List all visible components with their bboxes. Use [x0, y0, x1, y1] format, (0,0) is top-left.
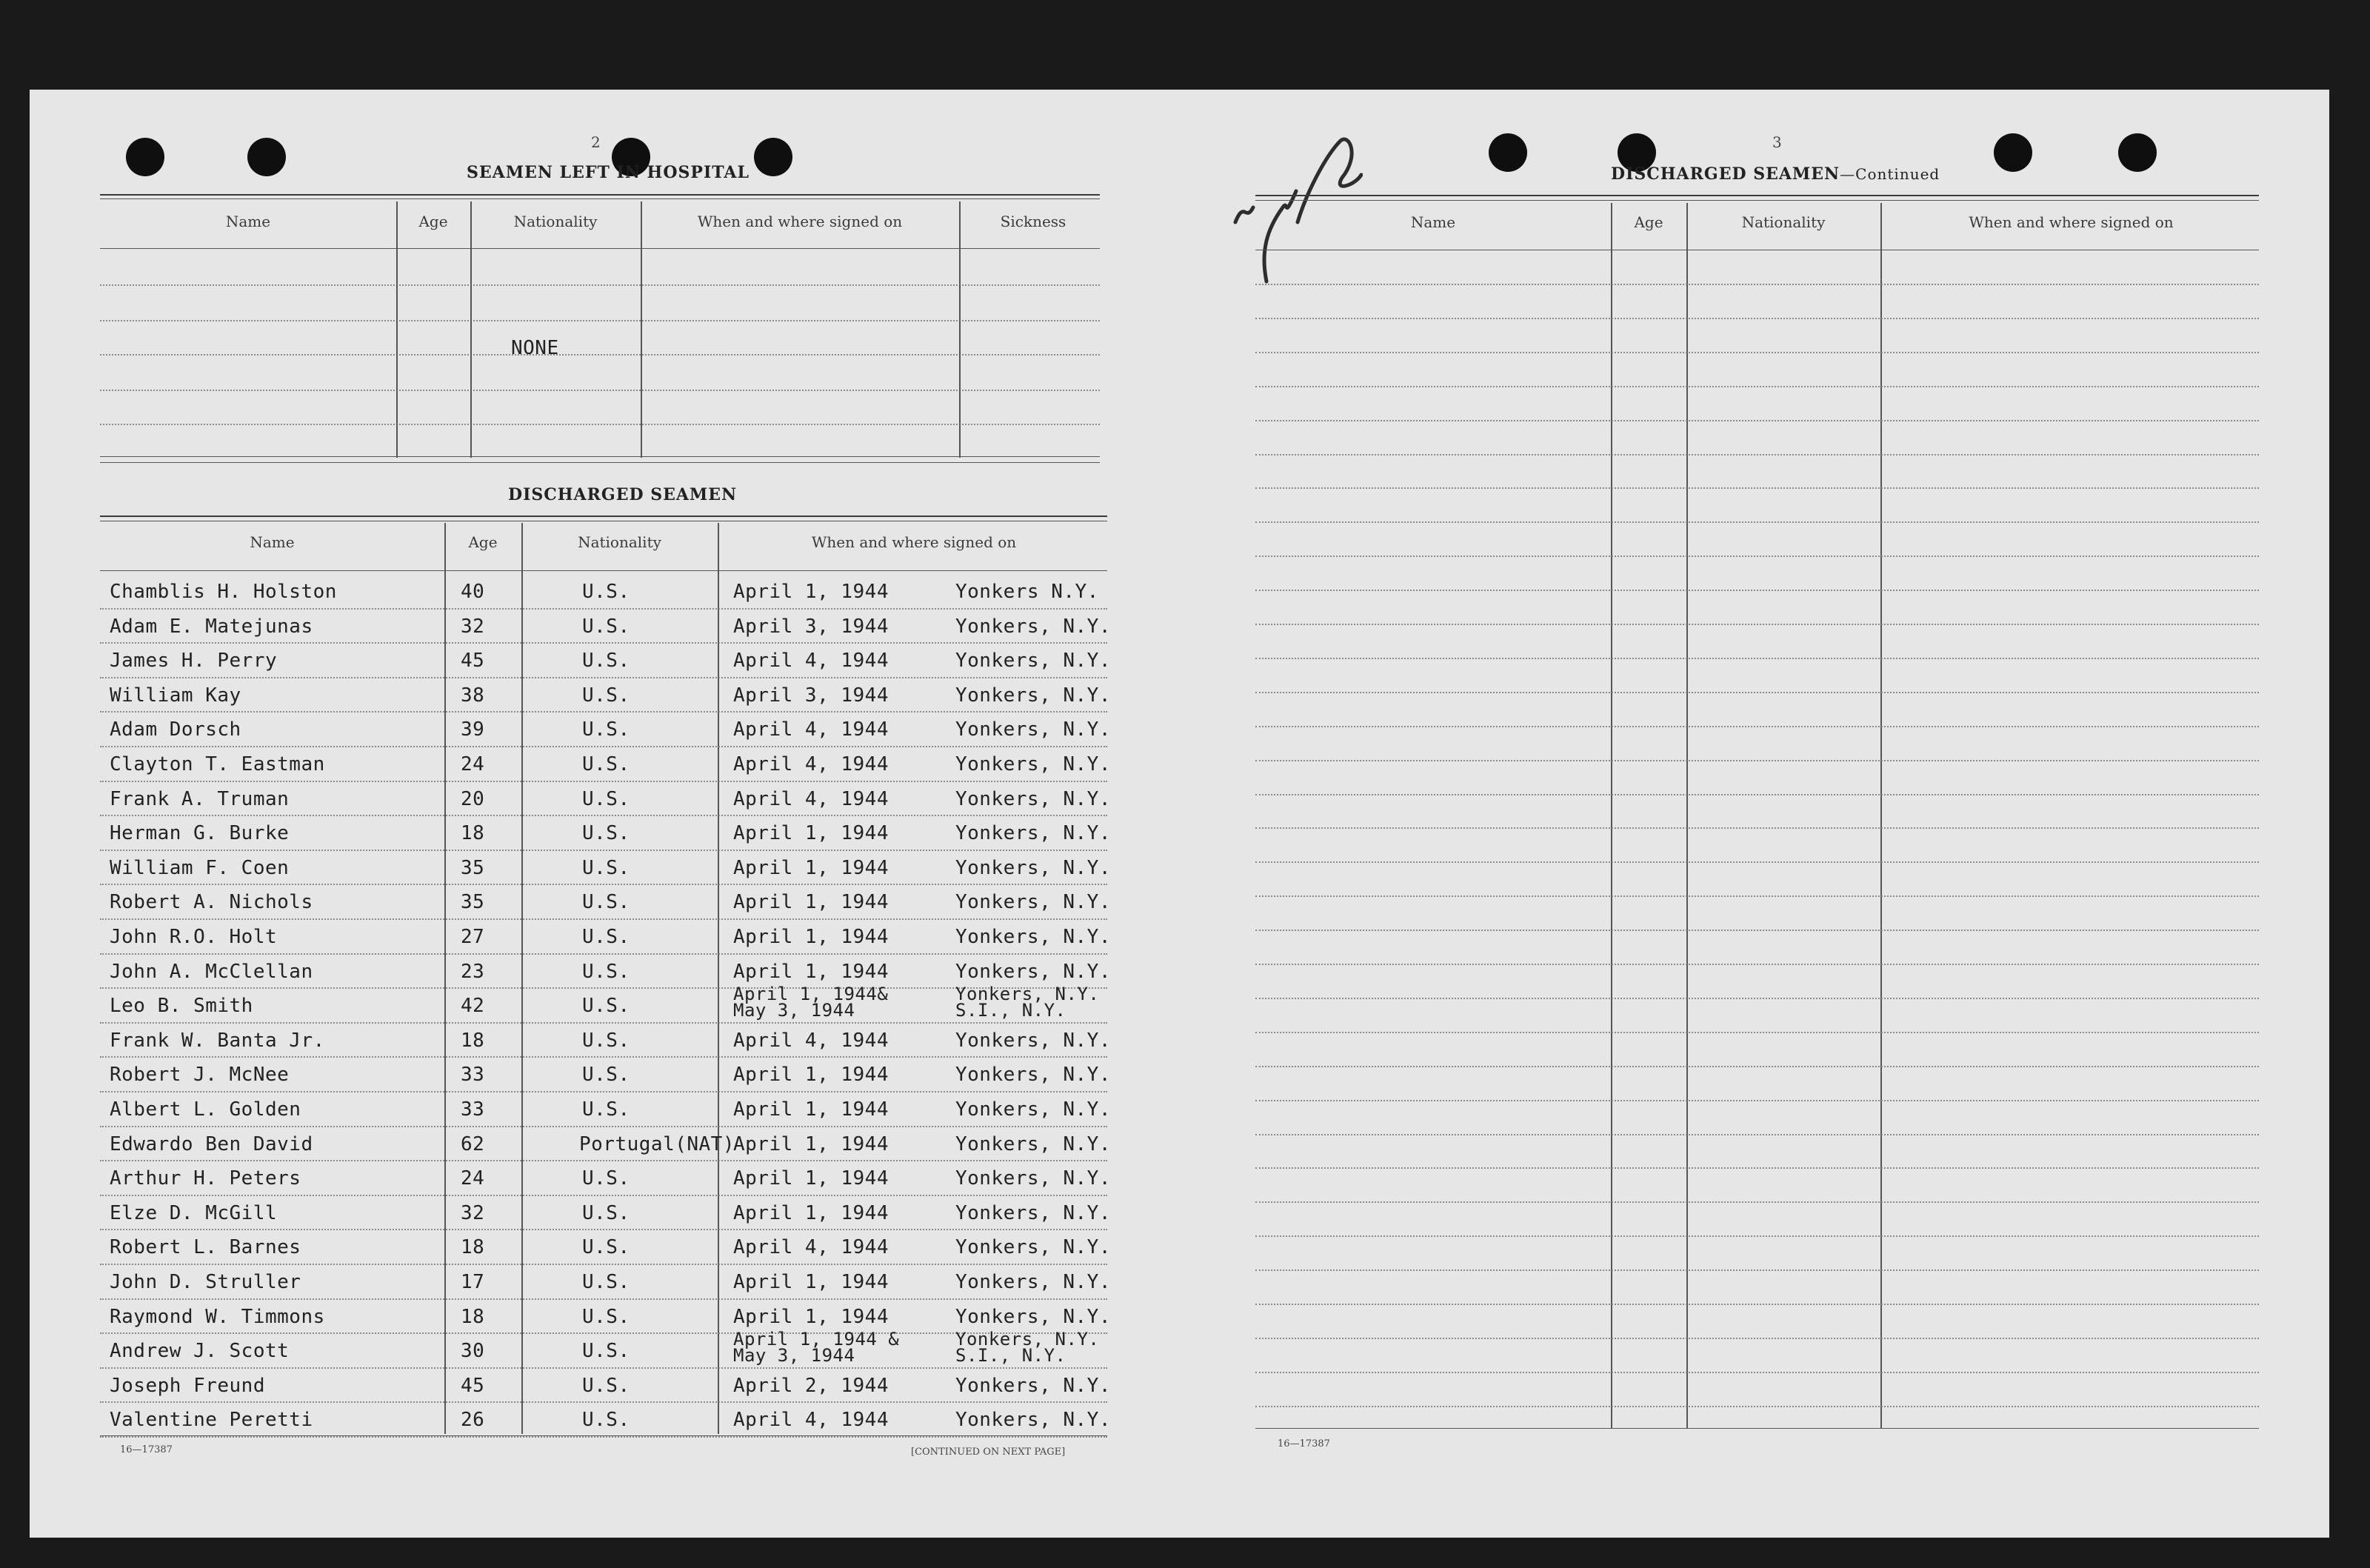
row-name: Leo B. Smith: [110, 995, 253, 1017]
right-col-nationality: Nationality: [1741, 213, 1826, 231]
row-line: [1255, 487, 2259, 489]
hospital-section-title: SEAMEN LEFT IN HOSPITAL: [467, 163, 750, 182]
rule: [1255, 1428, 2259, 1429]
discharged-col-signed-on: When and where signed on: [811, 533, 1017, 551]
right-col-name: Name: [1410, 213, 1456, 231]
row-when2: May 3, 1944: [733, 1345, 855, 1366]
row-line: [1255, 930, 2259, 931]
rule: [100, 456, 1100, 457]
row-name: William Kay: [110, 684, 241, 707]
row-age: 24: [461, 753, 485, 775]
row-age: 39: [461, 718, 485, 741]
row-nat: U.S.: [582, 650, 630, 672]
row-name: Frank A. Truman: [110, 788, 290, 810]
row-where: Yonkers, N.Y.: [955, 1409, 1111, 1431]
row-line: [100, 850, 1107, 851]
row-when: April 1, 1944: [733, 1202, 889, 1224]
row-age: 17: [461, 1271, 485, 1293]
row-nat: U.S.: [582, 581, 630, 603]
row-line: [1255, 1167, 2259, 1169]
row-line: [100, 746, 1107, 747]
row-name: William F. Coen: [110, 857, 290, 879]
row-when2: May 3, 1944: [733, 1000, 855, 1021]
row-when: April 4, 1944: [733, 1409, 889, 1431]
row-when: April 1, 1944: [733, 857, 889, 879]
row-nat: U.S.: [582, 1064, 630, 1086]
row-age: 33: [461, 1064, 485, 1086]
punch-hole: [247, 138, 286, 176]
row-when: April 4, 1944: [733, 788, 889, 810]
row-nat: U.S.: [582, 995, 630, 1017]
row-line: [100, 711, 1107, 713]
row-where: Yonkers, N.Y.: [955, 1271, 1111, 1293]
row-name: John D. Struller: [110, 1271, 301, 1293]
row-line: [100, 390, 1100, 391]
row-line: [100, 677, 1107, 678]
row-where: Yonkers, N.Y.: [955, 1202, 1111, 1224]
row-name: Edwardo Ben David: [110, 1133, 313, 1155]
row-when: April 1, 1944: [733, 1064, 889, 1086]
rule: [1255, 200, 2259, 201]
row-line: [1255, 726, 2259, 727]
row-when: April 1, 1944 &: [733, 1329, 900, 1350]
row-where2: S.I., N.Y.: [955, 1345, 1066, 1366]
row-age: 20: [461, 788, 485, 810]
row-age: 45: [461, 1375, 485, 1397]
right-col-signed-on: When and where signed on: [1969, 213, 2174, 231]
hospital-col-signed-on: When and where signed on: [697, 213, 903, 230]
row-line: [100, 1401, 1107, 1403]
continued-note: [CONTINUED ON NEXT PAGE]: [911, 1447, 1066, 1458]
row-nat: U.S.: [582, 1375, 630, 1397]
row-line: [100, 284, 1100, 286]
row-nat: U.S.: [582, 753, 630, 775]
page-number: 2: [591, 133, 601, 151]
row-age: 45: [461, 650, 485, 672]
row-when: April 1, 1944: [733, 926, 889, 948]
row-nat: U.S.: [582, 615, 630, 638]
row-line: [100, 815, 1107, 816]
punch-hole: [1994, 133, 2032, 172]
row-line: [1255, 964, 2259, 965]
row-line: [1255, 1066, 2259, 1067]
hospital-col-age: Age: [418, 213, 448, 230]
row-line: [100, 1298, 1107, 1300]
rule: [100, 516, 1107, 517]
row-line: [100, 1022, 1107, 1024]
row-name: John R.O. Holt: [110, 926, 278, 948]
row-nat: U.S.: [582, 718, 630, 741]
row-where: Yonkers, N.Y.: [955, 684, 1111, 707]
row-line: [100, 1126, 1107, 1127]
row-line: [1255, 1134, 2259, 1135]
rule: [100, 1435, 1107, 1436]
row-where: Yonkers, N.Y.: [955, 718, 1111, 741]
row-where: Yonkers, N.Y.: [955, 788, 1111, 810]
row-age: 40: [461, 581, 485, 603]
row-where: Yonkers, N.Y.: [955, 1030, 1111, 1052]
row-nat: U.S.: [582, 684, 630, 707]
row-name: Chamblis H. Holston: [110, 581, 337, 603]
row-when: April 1, 1944: [733, 581, 889, 603]
right-title-main: DISCHARGED SEAMEN: [1611, 164, 1840, 184]
row-when: April 1, 1944: [733, 1133, 889, 1155]
row-where: Yonkers, N.Y.: [955, 1375, 1111, 1397]
row-when: April 3, 1944: [733, 684, 889, 707]
row-age: 62: [461, 1133, 485, 1155]
row-line: [100, 1195, 1107, 1196]
row-line: [100, 354, 1100, 356]
row-name: Raymond W. Timmons: [110, 1306, 325, 1328]
row-line: [100, 884, 1107, 885]
punch-hole: [1489, 133, 1527, 172]
row-name: Robert L. Barnes: [110, 1236, 301, 1258]
row-line: [1255, 1304, 2259, 1305]
punch-hole: [126, 138, 164, 176]
hospital-col-nationality: Nationality: [513, 213, 598, 230]
row-where: Yonkers, N.Y.: [955, 1098, 1111, 1121]
row-where: Yonkers, N.Y.: [955, 1236, 1111, 1258]
row-age: 24: [461, 1167, 485, 1190]
row-nat: U.S.: [582, 926, 630, 948]
rule: [1255, 195, 2259, 196]
row-nat: U.S.: [582, 822, 630, 844]
row-line: [1255, 318, 2259, 319]
row-line: [100, 1160, 1107, 1161]
row-nat: U.S.: [582, 1236, 630, 1258]
row-when: April 4, 1944: [733, 650, 889, 672]
row-line: [1255, 760, 2259, 761]
row-when: April 1, 1944: [733, 1271, 889, 1293]
row-age: 35: [461, 857, 485, 879]
row-nat: U.S.: [582, 1271, 630, 1293]
row-where2: S.I., N.Y.: [955, 1000, 1066, 1021]
row-age: 27: [461, 926, 485, 948]
right-title-suffix: —Continued: [1840, 165, 1940, 183]
rule: [100, 462, 1100, 463]
rule: [100, 198, 1100, 199]
row-line: [1255, 1100, 2259, 1101]
rule: [100, 194, 1100, 196]
row-line: [1255, 556, 2259, 557]
row-nat: U.S.: [582, 1202, 630, 1224]
row-line: [100, 953, 1107, 955]
row-where: Yonkers, N.Y.: [955, 822, 1111, 844]
row-name: Valentine Peretti: [110, 1409, 313, 1431]
row-where: Yonkers, N.Y.: [955, 926, 1111, 948]
column-rule: [641, 201, 642, 458]
rule: [100, 570, 1107, 571]
row-line: [100, 1091, 1107, 1092]
row-where: Yonkers, N.Y.: [955, 1306, 1111, 1328]
row-where: Yonkers, N.Y.: [955, 1329, 1100, 1350]
row-when: April 1, 1944: [733, 1306, 889, 1328]
row-line: [1255, 454, 2259, 456]
row-line: [100, 1367, 1107, 1369]
row-line: [100, 918, 1107, 920]
rule: [100, 248, 1100, 249]
row-when: April 4, 1944: [733, 1030, 889, 1052]
row-line: [100, 424, 1100, 425]
row-when: April 2, 1944: [733, 1375, 889, 1397]
row-line: [100, 608, 1107, 610]
row-when: April 1, 1944: [733, 822, 889, 844]
punch-hole: [2118, 133, 2157, 172]
row-nat: U.S.: [582, 1340, 630, 1362]
discharged-col-nationality: Nationality: [578, 533, 661, 551]
row-name: Robert A. Nichols: [110, 891, 313, 913]
row-where: Yonkers, N.Y.: [955, 1133, 1111, 1155]
row-age: 18: [461, 1030, 485, 1052]
row-name: Andrew J. Scott: [110, 1340, 290, 1362]
row-when: April 1, 1944&: [733, 984, 889, 1004]
row-name: Elze D. McGill: [110, 1202, 278, 1224]
row-when: April 4, 1944: [733, 718, 889, 741]
row-line: [1255, 794, 2259, 795]
row-line: [1255, 692, 2259, 693]
row-line: [1255, 998, 2259, 999]
row-nat: U.S.: [582, 1098, 630, 1121]
column-rule: [470, 201, 472, 458]
row-nat: U.S.: [582, 857, 630, 879]
row-name: James H. Perry: [110, 650, 278, 672]
row-when: April 4, 1944: [733, 753, 889, 775]
discharged-section-title: DISCHARGED SEAMEN: [508, 485, 738, 504]
hospital-col-sickness: Sickness: [1000, 213, 1066, 230]
row-when: April 1, 1944: [733, 961, 889, 983]
column-rule: [521, 523, 523, 1434]
row-line: [1255, 1406, 2259, 1407]
row-where: Yonkers N.Y.: [955, 581, 1099, 603]
row-nat: U.S.: [582, 1306, 630, 1328]
row-line: [100, 1264, 1107, 1265]
row-age: 18: [461, 822, 485, 844]
row-age: 38: [461, 684, 485, 707]
row-name: John A. McClellan: [110, 961, 313, 983]
row-line: [1255, 1338, 2259, 1339]
row-line: [1255, 1032, 2259, 1033]
row-name: Clayton T. Eastman: [110, 753, 325, 775]
column-rule: [959, 201, 961, 458]
row-line: [1255, 420, 2259, 421]
row-line: [1255, 284, 2259, 285]
row-line: [1255, 590, 2259, 591]
row-where: Yonkers, N.Y.: [955, 857, 1111, 879]
row-age: 33: [461, 1098, 485, 1121]
row-where: Yonkers, N.Y.: [955, 650, 1111, 672]
row-name: Adam E. Matejunas: [110, 615, 313, 638]
row-where: Yonkers, N.Y.: [955, 615, 1111, 638]
row-name: Robert J. McNee: [110, 1064, 290, 1086]
row-where: Yonkers, N.Y.: [955, 1064, 1111, 1086]
row-line: [100, 642, 1107, 644]
row-line: [100, 1229, 1107, 1230]
row-name: Adam Dorsch: [110, 718, 241, 741]
row-nat: U.S.: [582, 961, 630, 983]
row-name: Arthur H. Peters: [110, 1167, 301, 1190]
page-number: 3: [1772, 133, 1783, 151]
form-number: 16—17387: [120, 1444, 173, 1455]
row-age: 23: [461, 961, 485, 983]
row-nat: U.S.: [582, 1167, 630, 1190]
row-when: April 1, 1944: [733, 1167, 889, 1190]
form-number: 16—17387: [1278, 1438, 1330, 1449]
row-where: Yonkers, N.Y.: [955, 891, 1111, 913]
row-age: 26: [461, 1409, 485, 1431]
row-when: April 4, 1944: [733, 1236, 889, 1258]
punch-hole: [754, 138, 792, 176]
row-line: [100, 781, 1107, 782]
row-where: Yonkers, N.Y.: [955, 961, 1111, 983]
row-age: 32: [461, 615, 485, 638]
discharged-col-age: Age: [468, 533, 498, 551]
row-nat: U.S.: [582, 1030, 630, 1052]
row-when: April 1, 1944: [733, 891, 889, 913]
row-line: [1255, 1235, 2259, 1237]
row-line: [1255, 827, 2259, 829]
row-line: [100, 1056, 1107, 1058]
row-line: [1255, 658, 2259, 659]
hospital-entry: NONE: [511, 337, 559, 359]
row-age: 18: [461, 1306, 485, 1328]
row-where: Yonkers, N.Y.: [955, 1167, 1111, 1190]
row-line: [1255, 1372, 2259, 1373]
row-age: 35: [461, 891, 485, 913]
row-line: [1255, 521, 2259, 523]
row-line: [1255, 352, 2259, 353]
row-nat: U.S.: [582, 788, 630, 810]
row-name: Joseph Freund: [110, 1375, 265, 1397]
row-age: 18: [461, 1236, 485, 1258]
right-section-title: [1611, 164, 1940, 184]
row-line: [1255, 1201, 2259, 1203]
row-line: [1255, 624, 2259, 625]
row-nat: U.S.: [582, 1409, 630, 1431]
row-line: [1255, 895, 2259, 897]
row-name: Albert L. Golden: [110, 1098, 301, 1121]
document-sheet: [30, 90, 2329, 1538]
row-when: April 3, 1944: [733, 615, 889, 638]
column-rule: [444, 523, 446, 1434]
row-line: [1255, 1270, 2259, 1271]
row-name: Frank W. Banta Jr.: [110, 1030, 325, 1052]
column-rule: [718, 523, 719, 1434]
row-nat: Portugal(NAT): [579, 1133, 735, 1155]
row-age: 32: [461, 1202, 485, 1224]
hospital-col-name: Name: [225, 213, 271, 230]
row-line: [100, 320, 1100, 321]
row-line: [1255, 386, 2259, 387]
row-when: April 1, 1944: [733, 1098, 889, 1121]
column-rule: [396, 201, 398, 458]
row-nat: U.S.: [582, 891, 630, 913]
right-col-age: Age: [1634, 213, 1663, 231]
discharged-col-name: Name: [250, 533, 295, 551]
row-where: Yonkers, N.Y.: [955, 753, 1111, 775]
row-name: Herman G. Burke: [110, 822, 290, 844]
row-line: [1255, 861, 2259, 863]
row-where: Yonkers, N.Y.: [955, 984, 1100, 1004]
row-line: [100, 1436, 1107, 1438]
row-age: 42: [461, 995, 485, 1017]
row-age: 30: [461, 1340, 485, 1362]
